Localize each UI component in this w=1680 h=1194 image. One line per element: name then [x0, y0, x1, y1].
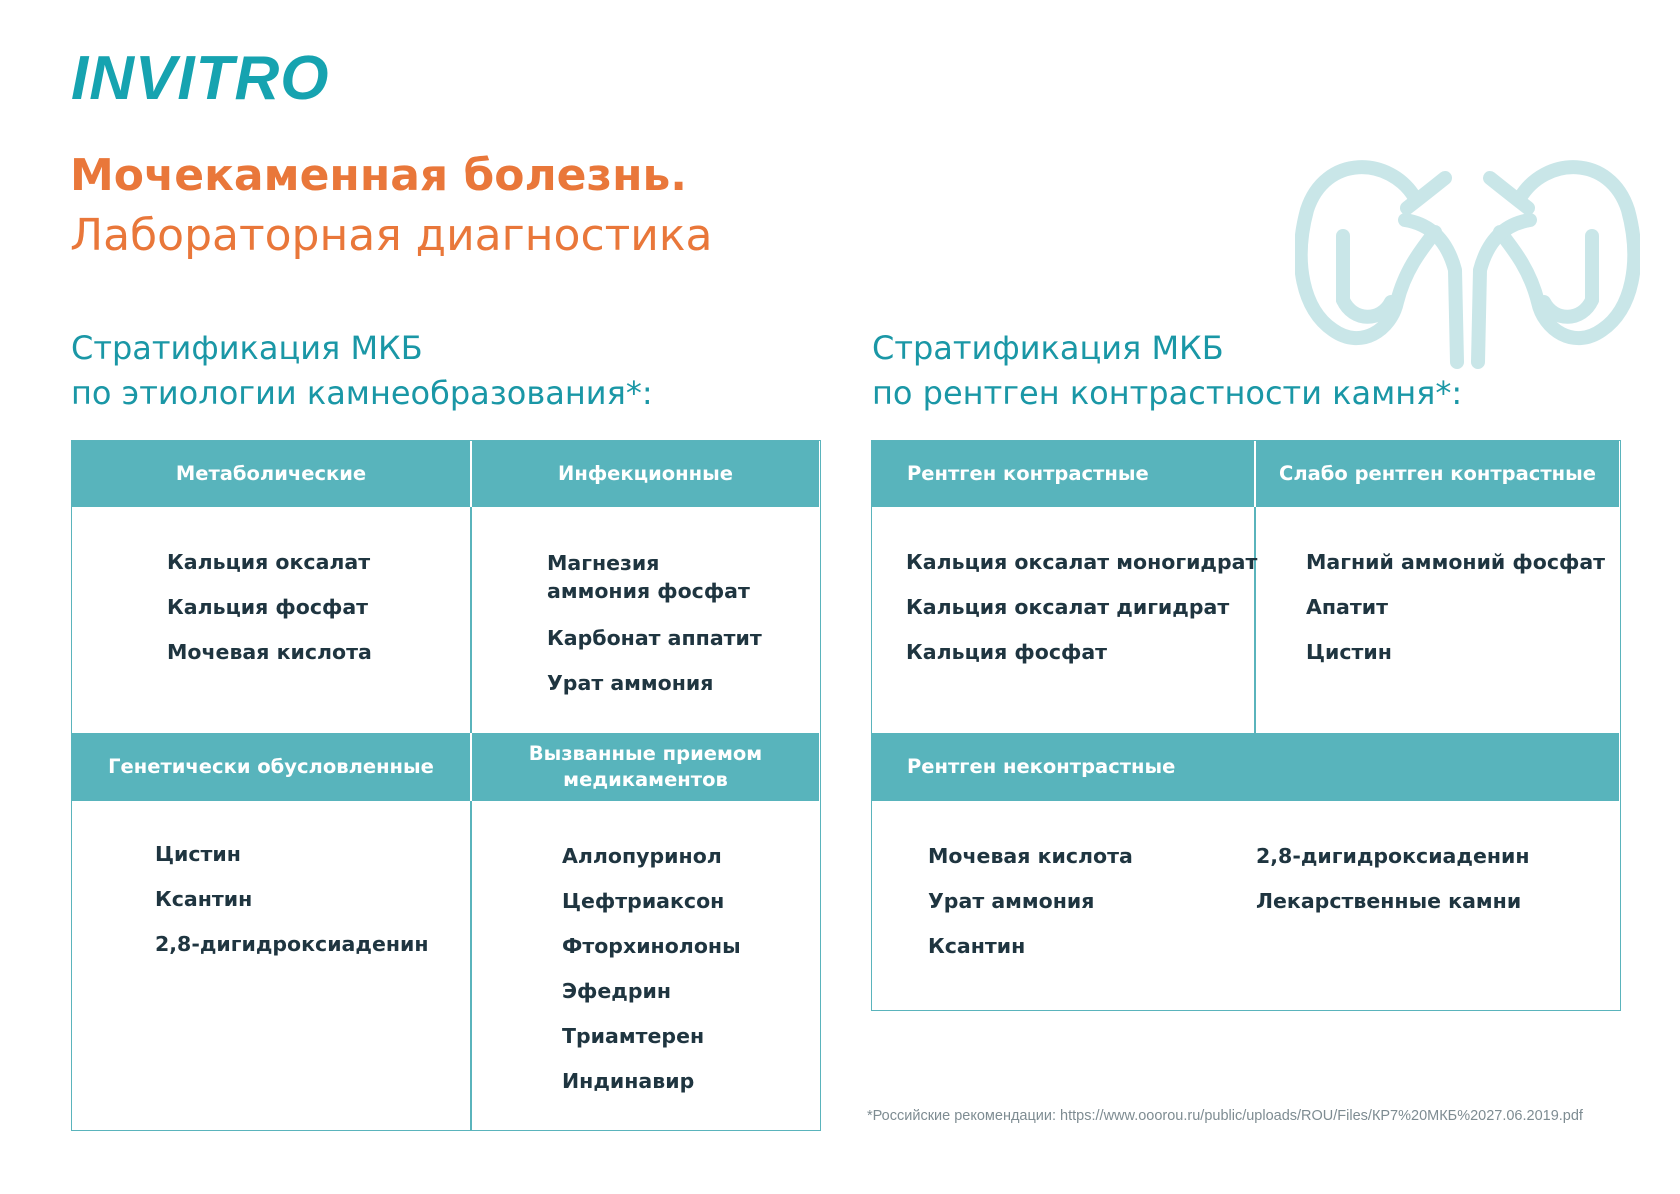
header-weak-contrast: Слабо рентген контрастные	[1256, 441, 1619, 507]
header-divider	[470, 733, 472, 801]
radiocontrast-table	[871, 440, 1621, 1011]
left-section-title-line2: по этиологии камнеобразования*:	[71, 374, 653, 412]
page-subtitle: Лабораторная диагностика	[70, 210, 713, 261]
list-item: Лекарственные камни	[1256, 889, 1522, 913]
list-item: Триамтерен	[562, 1024, 705, 1048]
left-section-title	[71, 326, 653, 416]
right-section-title-line2: по рентген контрастности камня*:	[872, 374, 1463, 412]
list-item: Магний аммоний фосфат	[1306, 550, 1606, 574]
header-non-contrast: Рентген неконтрастные	[872, 733, 1619, 801]
genetic-list	[155, 841, 429, 976]
list-item: Мочевая кислота	[167, 640, 372, 664]
header-drug-induced	[472, 733, 819, 801]
list-item: Кальция фосфат	[906, 640, 1108, 664]
list-item: 2,8-дигидроксиаденин	[1256, 844, 1530, 868]
infectious-list	[547, 549, 767, 715]
list-item: Цистин	[155, 842, 241, 866]
list-item: Ксантин	[928, 934, 1026, 958]
list-item: Кальция фосфат	[167, 595, 369, 619]
right-section-title-line1: Стратификация МКБ	[872, 329, 1224, 367]
header-drug-induced-line1: Вызванные приемом	[528, 741, 763, 765]
non-contrast-list-1	[928, 843, 1133, 978]
cell-divider	[470, 507, 472, 733]
list-item: Цистин	[1306, 640, 1392, 664]
non-contrast-list-2	[1256, 843, 1530, 933]
header-genetic: Генетически обусловленные	[72, 733, 470, 801]
list-item: Индинавир	[562, 1069, 695, 1093]
invitro-logo: INVITRO	[71, 44, 330, 113]
list-item: 2,8-дигидроксиаденин	[155, 932, 429, 956]
list-item: Апатит	[1306, 595, 1388, 619]
header-divider	[470, 441, 472, 507]
page-title: Мочекаменная болезнь.	[70, 150, 688, 201]
etiology-table	[71, 440, 821, 1131]
header-contrast: Рентген контрастные	[872, 441, 1254, 507]
left-section-title-line1: Стратификация МКБ	[71, 329, 423, 367]
weak-contrast-list	[1306, 549, 1605, 684]
header-infectious: Инфекционные	[472, 441, 819, 507]
list-item: Карбонат аппатит	[547, 626, 762, 650]
list-item: Кальция оксалат моногидрат	[906, 550, 1258, 574]
cell-divider	[470, 801, 472, 1130]
right-section-title	[872, 326, 1462, 416]
list-item: Фторхинолоны	[562, 934, 741, 958]
list-item: Магнезия аммония фосфат	[547, 551, 750, 603]
footnote: *Российские рекомендации: https://www.ooorou.ru/public/uploads/ROU/Files/КР7%20МКБ%2027.06.2019.pdf	[867, 1108, 1583, 1124]
list-item: Урат аммония	[928, 889, 1095, 913]
contrast-list	[906, 549, 1257, 684]
header-metabolic: Метаболические	[72, 441, 470, 507]
list-item: Мочевая кислота	[928, 844, 1133, 868]
list-item: Аллопуринол	[562, 844, 722, 868]
list-item: Ксантин	[155, 887, 253, 911]
metabolic-list	[167, 549, 372, 684]
list-item: Цефтриаксон	[562, 889, 725, 913]
list-item: Кальция оксалат	[167, 550, 371, 574]
header-drug-induced-line2: медикаментов	[563, 768, 728, 791]
drug-list	[562, 843, 741, 1113]
list-item: Кальция оксалат дигидрат	[906, 595, 1230, 619]
list-item: Урат аммония	[547, 671, 714, 695]
list-item: Эфедрин	[562, 979, 672, 1003]
